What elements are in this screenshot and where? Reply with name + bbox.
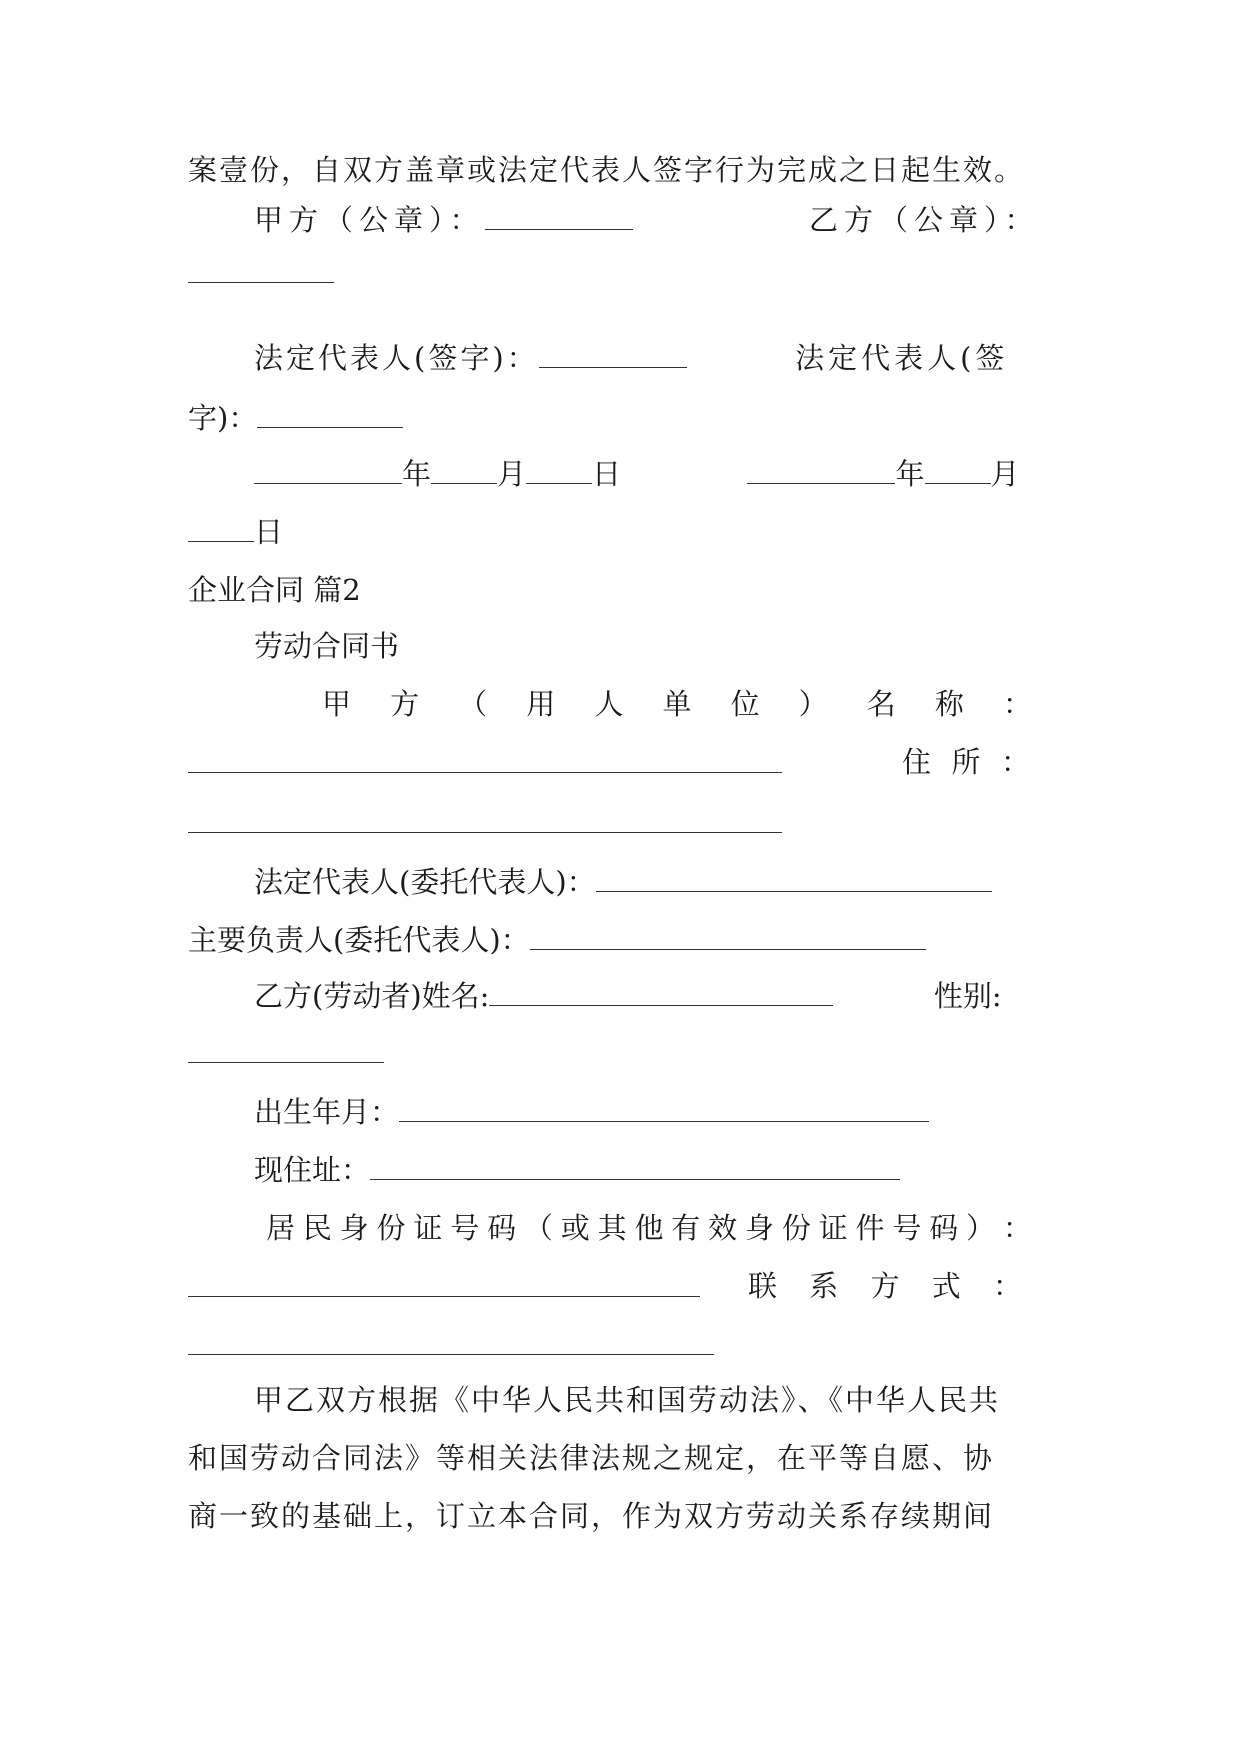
body-text-3: 商一致的基础上，订立本合同，作为双方劳动关系存续期间 <box>188 1499 995 1533</box>
id-label-char: 码 <box>487 1211 517 1245</box>
birth-label: 出生年月： <box>254 1095 400 1129</box>
address-label: 现住址： <box>254 1153 371 1187</box>
party-a-year-blank[interactable] <box>254 457 402 484</box>
address-row <box>188 1150 1114 1190</box>
party-a-month-blank[interactable] <box>431 457 497 484</box>
id-label-char: 身 <box>744 1211 774 1245</box>
id-blank[interactable] <box>188 1296 700 1297</box>
party-b-name-label: 乙方(劳动者)姓名: <box>254 979 490 1013</box>
id-label-char: ） <box>966 1211 996 1245</box>
body-text-2: 和国劳动合同法》等相关法律法规之规定，在平等自愿、协 <box>188 1441 995 1475</box>
contact-label-char: 式 <box>931 1269 961 1303</box>
date-row <box>188 454 1048 494</box>
party-a-name-label-char: 单 <box>662 687 692 721</box>
party-a-rep-blank[interactable] <box>539 341 687 368</box>
month-label: 月 <box>497 457 527 491</box>
party-a-seal-label: 甲方（公章）： <box>254 203 485 237</box>
party-a-name-label-char: 位 <box>730 687 760 721</box>
seal-row <box>188 200 1048 240</box>
birth-blank[interactable] <box>399 1095 929 1122</box>
party-b-gender-label: 性别: <box>933 979 1002 1013</box>
rep-row-continued <box>188 398 1048 438</box>
party-a-name-label-char: 甲 <box>322 687 352 721</box>
principal-row <box>188 920 1048 960</box>
birth-row <box>188 1092 1114 1132</box>
party-a-name-label-char: 人 <box>594 687 624 721</box>
id-row <box>266 1208 1032 1248</box>
party-a-name-label-char: （ <box>458 687 488 721</box>
party-a-name-label-char: 名 <box>866 687 896 721</box>
id-label-char: 号 <box>450 1211 480 1245</box>
body-line <box>188 1380 1114 1420</box>
id-label-char: 份 <box>781 1211 811 1245</box>
contact-row <box>748 1266 1022 1306</box>
section-subtitle: 劳动合同书 <box>254 629 400 663</box>
contact-label-char: 方 <box>870 1269 900 1303</box>
contact-label <box>748 1266 1022 1306</box>
party-a-address-label-char: 所 <box>951 745 981 779</box>
party-a-name-blank[interactable] <box>188 772 782 773</box>
party-b-rep-label-cont: 字)： <box>188 401 258 435</box>
id-label-char: （ <box>523 1211 553 1245</box>
legal-rep-label: 法定代表人(委托代表人)： <box>254 865 596 899</box>
id-label-char: 件 <box>855 1211 885 1245</box>
month-label: 月 <box>990 457 1020 491</box>
party-a-name-label-char: ： <box>1002 687 1032 721</box>
section-title-row <box>188 570 1048 610</box>
body-line <box>188 1496 1048 1536</box>
party-a-rep-label: 法定代表人(签字)： <box>254 341 539 375</box>
legal-rep-row <box>188 862 1114 902</box>
id-label-char: 身 <box>339 1211 369 1245</box>
party-a-name-label-char: 用 <box>526 687 556 721</box>
party-b-month-blank[interactable] <box>925 457 991 484</box>
id-label <box>266 1208 1032 1248</box>
day-label: 日 <box>592 457 622 491</box>
id-label-char: ： <box>1002 1211 1032 1245</box>
party-a-name-row <box>322 684 1032 724</box>
contact-label-char: 联 <box>748 1269 778 1303</box>
party-a-name-label-char: 称 <box>934 687 964 721</box>
party-a-day-blank[interactable] <box>526 457 592 484</box>
day-label: 日 <box>254 515 284 549</box>
id-label-char: 证 <box>818 1211 848 1245</box>
year-label: 年 <box>402 457 432 491</box>
date-row-continued <box>188 512 1048 552</box>
party-a-address-label-char: ： <box>1000 745 1030 779</box>
id-label-char: 证 <box>413 1211 443 1245</box>
section-subtitle-row <box>188 626 1114 666</box>
year-label: 年 <box>895 457 925 491</box>
party-b-name-blank[interactable] <box>489 979 833 1006</box>
party-a-seal-blank[interactable] <box>485 203 633 230</box>
contact-label-char: ： <box>992 1269 1022 1303</box>
id-label-char: 效 <box>708 1211 738 1245</box>
id-label-char: 其 <box>597 1211 627 1245</box>
principal-label: 主要负责人(委托代表人)： <box>188 923 530 957</box>
id-label-char: 有 <box>671 1211 701 1245</box>
contact-blank[interactable] <box>188 1354 714 1355</box>
party-b-seal-label: 乙方（公章）： <box>808 203 1040 237</box>
legal-rep-blank[interactable] <box>596 865 992 892</box>
party-a-address-label-char: 住 <box>902 745 932 779</box>
party-a-name-label-char: ） <box>798 687 828 721</box>
body-line <box>188 1438 1048 1478</box>
address-blank[interactable] <box>370 1153 900 1180</box>
section-title: 企业合同 篇2 <box>188 573 361 607</box>
party-a-address-row <box>902 742 1030 782</box>
id-label-char: 号 <box>892 1211 922 1245</box>
principal-blank[interactable] <box>530 923 926 950</box>
rep-row <box>188 338 1048 378</box>
body-text-1: 甲乙双方根据《中华人民共和国劳动法》、《中华人民共 <box>254 1383 1001 1417</box>
id-label-char: 居 <box>266 1211 296 1245</box>
party-b-name-row <box>188 976 1048 1016</box>
party-b-day-blank[interactable] <box>188 515 254 542</box>
party-a-address-blank[interactable] <box>188 832 782 833</box>
party-b-rep-blank[interactable] <box>257 401 403 428</box>
party-a-name-label <box>322 684 1032 724</box>
id-label-char: 他 <box>634 1211 664 1245</box>
party-b-year-blank[interactable] <box>747 457 895 484</box>
id-label-char: 或 <box>560 1211 590 1245</box>
paragraph-line <box>188 150 1048 190</box>
id-label-char: 码 <box>929 1211 959 1245</box>
party-a-name-label-char: 方 <box>390 687 420 721</box>
id-label-char: 民 <box>302 1211 332 1245</box>
clause-text: 案壹份，自双方盖章或法定代表人签字行为完成之日起生效。 <box>188 153 1026 187</box>
party-b-rep-label: 法定代表人(签 <box>795 341 1009 375</box>
party-a-address-label <box>902 742 1030 782</box>
contact-label-char: 系 <box>809 1269 839 1303</box>
party-b-seal-blank[interactable] <box>188 282 334 283</box>
party-b-gender-blank[interactable] <box>188 1062 384 1063</box>
id-label-char: 份 <box>376 1211 406 1245</box>
